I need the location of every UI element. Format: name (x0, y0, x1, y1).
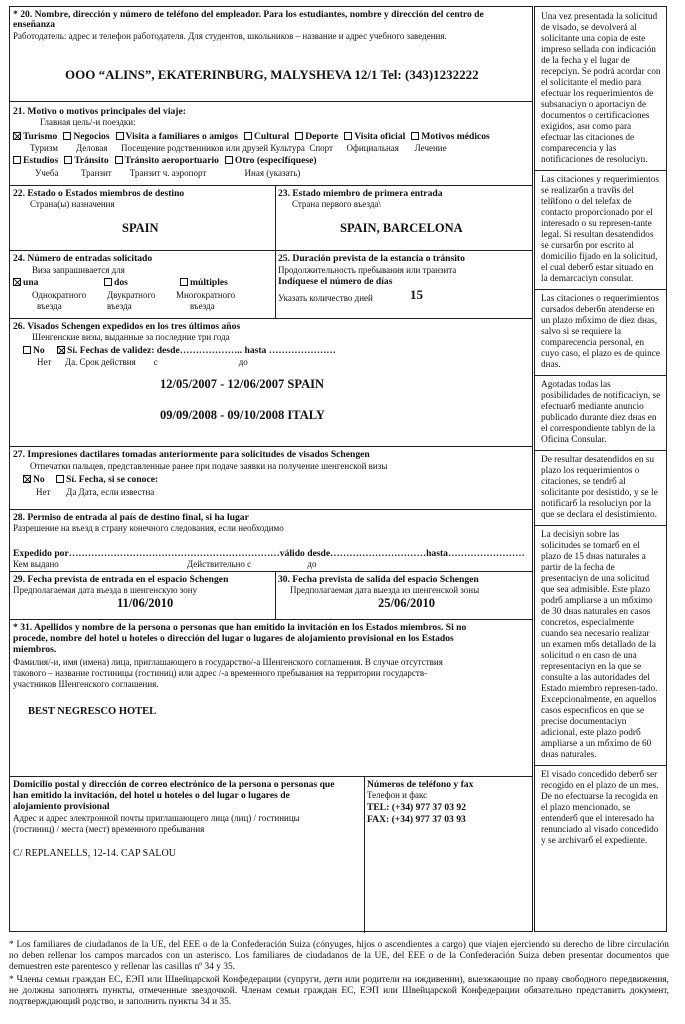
field-24-title: 24. Número de entradas solicitado (13, 253, 153, 264)
instructions-sidebar (534, 6, 667, 932)
sidebar-paragraph: La decisiyn sobre las solicitudes se tomarб en el plazo de 15 dнas naturales a partir de la fecha de presentaciyn de una solicitud que sea admisible. Este plazo podrб ampliarse a un mбximo de 30 dнas naturales en casos concretos, especialmente cuando sea necesario realizar un examen mбs detallado de la solicitud o en caso de una representaciyn en la que se consulte a las autoridades del Estado miembro represen-tado. Excepcionalmente, en aquellos casos especнficos en que se precise documentaciyn adicional, este plazo podrб ampliarse a un mбximo de 60 dнas naturales. (541, 530, 658, 760)
field-21-purpose (10, 102, 532, 186)
field-22-title: 22. Estado o Estados miembros de destino (13, 188, 185, 199)
checkbox-icon (244, 132, 252, 140)
footnote-ru: * Члены семьи граждан ЕС, ЕЭП или Швейцарской Конфедерации (супруги, дети или родители на иждивении), выезжающие по праву свободного передвижения, не должны заполнять пункты, отмеченные звездочкой. Членам семьи граждан ЕС, ЕЭП или Швейцарской Конфедерации обязательно представить документ, подтверждающий родство, и заполнить пункты 34 и 35. (9, 974, 669, 1008)
checkbox-icon (411, 132, 419, 140)
checkbox-icon (104, 278, 112, 286)
checkbox-icon (116, 132, 124, 140)
field-26-label-ru: Шенгенские визы, выданные за последние три года (32, 332, 230, 342)
sidebar-paragraph: Las citaciones o requerimientos cursados deberбn atenderse en un plazo mбximo de diez dнas, salvo si se requiere la comparecencia personal, en cuyo caso, el plazo es de quince dнas. (541, 294, 661, 370)
field-26-title: 26. Visados Schengen expedidos en los tres últimos años (13, 321, 241, 332)
field-29-title: 29. Fecha prevista de entrada en el espacio Schengen (13, 574, 229, 585)
checkbox-checked-icon (23, 475, 31, 483)
field-21-label-ru: Главная цель/-и поездки: (40, 117, 136, 127)
entries-option-dos[interactable]: dos (104, 277, 128, 288)
footnote-es: * Los familiares de ciudadanos de la UE, del EEE o de la Confederación Suiza (cónyuges, hijos o ascendientes a cargo) que viajen ejerciendo su derecho de libre circulación no deben rellenar los campos marcados con un asterisco. Los familiares de ciudadanos de la UE, del EEE o de la Confederación Suiza deben presentar documentos que demuestren este parentesco y rellenar las casillas nº 34 y 35. (9, 940, 669, 973)
phone-label-ru: Телефон и факс (367, 790, 428, 800)
fingerprints-option-no[interactable]: No (23, 474, 45, 485)
entries-ru-1b: въезда (37, 301, 62, 311)
visas-option-si[interactable]: Sí. Fechas de validez: desde……………….. hasta ………………… (57, 345, 336, 356)
field-22-23-row (10, 186, 532, 251)
field-31-title-2: procede, nombre del hotel u hoteles o dirección del lugar o lugares de alojamiento provisional en los Estados (13, 633, 454, 644)
checkbox-icon (115, 156, 123, 164)
field-28-entry-permit (10, 510, 532, 572)
field-20-employer (10, 7, 532, 102)
checkbox-icon (225, 156, 233, 164)
field-28-label-ru: Разрешение на въезд в страну конечного следования, если необходимо (13, 523, 284, 533)
purpose-option-3[interactable]: Cultural (244, 131, 289, 142)
field-28-line-ru: Кем выдано Действительно с до (13, 559, 317, 569)
entries-ru-1: Однократного (32, 290, 87, 300)
field-20-label-ru: Работодатель: адрес и телефон работодателя. Для студентов, школьников – название и адрес учебного заведения. (13, 31, 447, 41)
sidebar-divider (535, 170, 666, 171)
purpose-option-1[interactable]: Negocios (63, 131, 109, 142)
field-25-label-ru: Продолжительность пребывания или транзита (278, 265, 457, 275)
sidebar-divider (535, 375, 666, 376)
field-31-inviting-person (10, 620, 532, 777)
checkbox-icon (56, 475, 64, 483)
checkbox-checked-icon (13, 132, 21, 140)
field-24-25-row (10, 251, 532, 319)
sidebar-paragraph: Una vez presentada la solicitud de visado, se devolverá al solicitante una copia de este impreso sellada con indicación de la fecha y el lugar de recepciyn. Se podrá acordar con el solicitante el medio para efectuar los requerimientos de subsanaciyn o aportaciyn de documentos o certificaciones exigidos, asн como para efectuar las citaciones de comparecencia y las notificaciones de resoluciyn. (541, 12, 661, 165)
field-27-label-ru: Отпечатки пальцев, представленные ранее при подаче заявки на получение шенгенской визы (30, 461, 388, 471)
field-29-30-row (10, 572, 532, 620)
field-28-line[interactable]: Expedido por…………………………………………………………válido desde…………………………hasta…………………… (13, 548, 525, 559)
field-24-label-ru: Виза запрашивается для (32, 265, 125, 275)
field-25-sub-ru: Указать количество дней (278, 293, 373, 303)
sidebar-divider (535, 765, 666, 766)
address-ru-1: Адрес и адрес электронной почты приглашающего лица (лиц) / гостиницы (13, 813, 300, 823)
purpose-option-b-1[interactable]: Tránsito (64, 155, 108, 166)
field-20-value[interactable]: OOO “ALINS”, EKATERINBURG, MALYSHEVA 12/1 Tel: (343)1232222 (65, 67, 479, 82)
field-20-title-2: enseñanza (13, 19, 56, 30)
checkbox-icon (64, 156, 72, 164)
visas-option-no[interactable]: No (23, 345, 45, 356)
purpose-option-0[interactable]: Turismo (13, 131, 57, 142)
field-20-title: * 20. Nombre, dirección y número de teléfono del empleador. Para los estudiantes, nombre y dirección del centro de (13, 9, 484, 20)
entries-ru-3: Многократного (176, 290, 236, 300)
purpose-option-b-0[interactable]: Estudios (13, 155, 58, 166)
checkbox-icon (13, 156, 21, 164)
field-28-title: 28. Permiso de entrada al país de destino final, si ha lugar (13, 512, 249, 523)
purpose-option-5[interactable]: Visita oficial (344, 131, 405, 142)
field-31-ru-3: участников Шенгенского соглашения. (13, 679, 159, 689)
checkbox-icon (295, 132, 303, 140)
checkbox-checked-icon (13, 278, 21, 286)
application-form (9, 6, 533, 932)
field-27-fingerprints (10, 447, 532, 510)
phone-tel[interactable]: TEL: (+34) 977 37 03 92 (367, 802, 467, 813)
purpose-options-row-1 (13, 131, 496, 142)
sidebar-paragraph: Agotadas todas las posibilidades de notificaciyn, se efectuarб mediante anuncio publicado durante diez dнas en el correspondiente tablyn de la Oficina Consular. (541, 380, 661, 445)
field-27-title: 27. Impresiones dactilares tomadas anteriormente para solicitudes de visados Schengen (13, 449, 370, 460)
address-title-1: Domicilio postal y dirección de correo electrónico de la persona o personas que (13, 779, 335, 790)
field-23-title: 23. Estado miembro de primera entrada (278, 188, 443, 199)
divider (275, 572, 276, 620)
purpose-option-b-3[interactable]: Otro (especifíquese) (225, 155, 317, 166)
sidebar-paragraph: Las citaciones y requerimientos se realizarбn a travйs del telйfono o del telefax de contacto proporcionado por el interesado o su represen-tante legal. Si resultan desatendidos se cursarбn por escrito al domicilio fijado en la solicitud, el cual deberб estar situado en la demarcaciyn consular. (541, 175, 659, 284)
field-30-title: 30. Fecha prevista de salida del espacio Schengen (278, 574, 479, 585)
divider (364, 777, 365, 933)
field-30-value[interactable]: 25/06/2010 (378, 596, 435, 610)
field-25-value[interactable]: 15 (410, 287, 423, 302)
field-29-label-ru: Предполагаемая дата въезда в шенгенскую зону (13, 585, 198, 595)
field-27-options-ru: Нет Да Дата, если известна (36, 487, 155, 497)
sidebar-divider (535, 450, 666, 451)
divider (275, 251, 276, 319)
purpose-options-ru-2: Учеба Транзит Транзит ч. аэропорт Иная (указать) (35, 168, 301, 178)
entries-option-multiples[interactable]: múltiples (180, 277, 228, 288)
field-31-title-3: miembros. (13, 644, 57, 655)
entries-ru-3b: въезда (190, 301, 215, 311)
phone-title: Números de teléfono y fax (367, 779, 474, 790)
checkbox-icon (344, 132, 352, 140)
divider (275, 186, 276, 251)
entries-ru-2: Двукратного (107, 290, 156, 300)
address-value[interactable]: C/ REPLANELLS, 12-14. CAP SALOU (13, 848, 176, 859)
purpose-option-6[interactable]: Motivos médicos (411, 131, 489, 142)
address-phone-row (10, 777, 532, 933)
field-25-sub: Indíquese el número de días (278, 276, 393, 287)
field-30-label-ru: Предполагаемая дата выезда из шенгенской зоны (290, 585, 480, 595)
checkbox-icon (180, 278, 188, 286)
sidebar-paragraph: El visado concedido deberб ser recogido en el plazo de un mes. De no efectuarse la recogida en el plazo mencionado, se entenderб que el interesado ha renunciado al visado concedido y se archivarб el expediente. (541, 770, 659, 846)
field-26-options-ru: Нет Да. Срок действия с до (37, 357, 248, 367)
field-25-title: 25. Duración prevista de la estancia o tránsito (278, 253, 465, 264)
field-31-ru-1: Фамилия/-и, имя (имена) лица, приглашающего в государство/-а Шенгенского соглашения. В случае отсутствия (13, 657, 443, 667)
previous-visa-1[interactable]: 12/05/2007 - 12/06/2007 SPAIN (160, 377, 325, 391)
field-31-ru-2: такового – название гостиницы (гостиниц) или адрес /-а временного пребывания на территории государств- (13, 668, 428, 678)
footnotes (9, 940, 669, 1009)
address-ru-2: (гостиниц) / места (мест) временного пребывания (13, 824, 205, 834)
field-26-previous-visas (10, 319, 532, 447)
field-21-title: 21. Motivo o motivos principales del viaje: (13, 106, 186, 117)
field-22-value[interactable]: SPAIN (122, 221, 159, 235)
purpose-option-4[interactable]: Deporte (295, 131, 338, 142)
previous-visa-2[interactable]: 09/09/2008 - 09/10/2008 ITALY (160, 408, 325, 422)
purpose-option-2[interactable]: Visita a familiares o amigos (116, 131, 238, 142)
checkbox-checked-icon (57, 346, 65, 354)
field-23-value[interactable]: SPAIN, BARCELONA (340, 221, 463, 235)
phone-fax[interactable]: FAX: (+34) 977 37 03 93 (367, 814, 466, 825)
fingerprints-option-si[interactable]: Sí. Fecha, si se conoce: (56, 474, 158, 485)
checkbox-icon (23, 346, 31, 354)
purpose-option-b-2[interactable]: Tránsito aeroportuario (115, 155, 219, 166)
sidebar-divider (535, 289, 666, 290)
address-title-2: han emitido la invitación, del hotel u hoteles o del lugar o lugares de (13, 790, 290, 801)
field-31-title-1: * 31. Apellidos y nombre de la persona o personas que han emitido la invitación en los Estados miembros. Si no (13, 622, 467, 633)
field-31-value[interactable]: BEST NEGRESCO HOTEL (28, 706, 157, 717)
entries-ru-2b: въезда (107, 301, 132, 311)
field-29-value[interactable]: 11/06/2010 (117, 596, 174, 610)
purpose-options-ru-1: Туризм Деловая Посещение родственников или друзей Культура Спорт Официальная Лечение (30, 143, 447, 153)
checkbox-icon (63, 132, 71, 140)
sidebar-divider (535, 525, 666, 526)
field-23-label-ru: Страна первого въезда\ (292, 199, 381, 209)
entries-option-una[interactable]: una (13, 277, 38, 288)
address-title-3: alojamiento provisional (13, 801, 110, 812)
field-22-label-ru: Страна(ы) назначения (30, 199, 115, 209)
sidebar-paragraph: De resultar desatendidos en su plazo los requerimientos o citaciones, se tendrб al solicitante por desistido, y se le notificarб la resoluciyn por la que se declara el desistimiento. (541, 455, 658, 520)
purpose-options-row-2 (13, 155, 323, 166)
